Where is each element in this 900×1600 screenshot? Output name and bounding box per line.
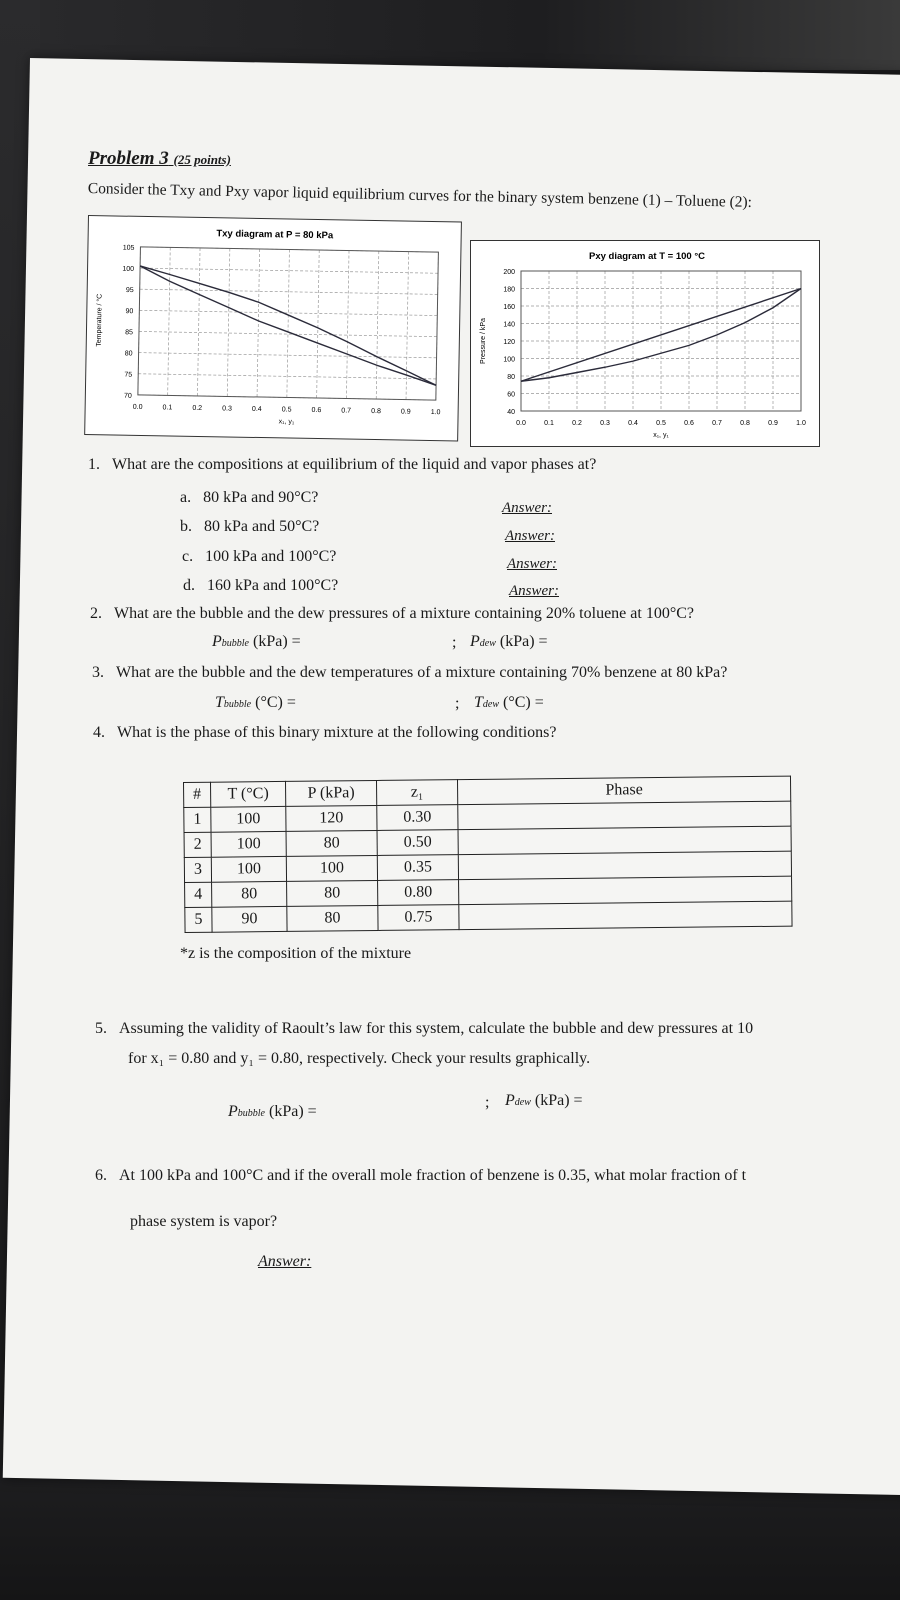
x-tick-label: 0.6 (684, 420, 694, 427)
col-pressure: P (kPa) (285, 780, 376, 806)
table-cell: 0.50 (377, 830, 458, 856)
table-note: *z is the composition of the mixture (180, 945, 412, 962)
chart-title: Pxy diagram at T = 100 °C (588, 251, 706, 262)
phase-answer-cell[interactable] (458, 801, 791, 829)
table-cell: 90 (212, 906, 287, 932)
q1-item-a: a. 80 kPa and 90°C? (180, 489, 319, 506)
pxy-chart-svg (471, 241, 819, 446)
question-6: 6. At 100 kPa and 100°C and if the overall mole fraction of benzene is 0.35, what molar fraction of t (95, 1167, 747, 1184)
x-tick-label: 0.0 (132, 403, 143, 411)
q5-dew-label: Pdew (kPa) = (505, 1092, 583, 1109)
x-tick-label: 0.1 (162, 404, 173, 412)
problem-title: Problem 3 (25 points) (88, 148, 231, 169)
table-row (185, 901, 792, 932)
grid-line (376, 251, 379, 399)
x-tick-label: 0.8 (740, 420, 750, 427)
table-cell: 80 (212, 881, 287, 907)
y-tick-label: 105 (122, 244, 135, 252)
phase-table (183, 776, 793, 933)
grid-line (168, 247, 171, 395)
x-tick-label: 0.7 (341, 407, 352, 415)
problem-intro: Consider the Txy and Pxy vapor liquid equilibrium curves for the binary system benzene (1) – Toluene (2): (87, 180, 753, 211)
y-tick-label: 95 (125, 286, 134, 295)
q1-item-c: c. 100 kPa and 100°C? (182, 548, 337, 565)
question-6-line-2: phase system is vapor? (130, 1213, 278, 1230)
y-tick-label: 60 (507, 391, 515, 399)
y-tick-label: 200 (503, 269, 515, 276)
x-tick-label: 0.2 (572, 420, 582, 427)
plot-area (138, 247, 439, 400)
q1-answer-c[interactable]: Answer: (507, 556, 557, 572)
x-axis-label: x₁, y₁ (278, 418, 295, 426)
x-tick-label: 0.4 (251, 405, 262, 414)
table-cell: 0.75 (378, 905, 459, 931)
table-cell: 0.35 (377, 855, 458, 881)
y-tick-label: 140 (503, 321, 515, 329)
grid-line (406, 252, 409, 400)
q1-answer-a[interactable]: Answer: (502, 500, 552, 516)
col-phase: Phase (457, 776, 790, 804)
q3-dew-label: Tdew (°C) = (474, 694, 544, 711)
x-tick-label: 0.5 (656, 420, 666, 427)
table-cell: 120 (286, 805, 377, 831)
q3-separator: ; (455, 695, 460, 712)
y-tick-label: 75 (124, 371, 133, 379)
table-cell: 1 (184, 807, 211, 832)
question-2: 2. What are the bubble and the dew pressures of a mixture containing 20% toluene at 100°C? (90, 605, 694, 622)
x-tick-label: 0.5 (281, 406, 292, 414)
y-tick-label: 90 (125, 308, 134, 316)
col-num: # (184, 782, 211, 807)
q1-answer-d[interactable]: Answer: (509, 583, 559, 599)
y-tick-label: 85 (125, 329, 134, 337)
col-temperature: T (°C) (211, 781, 286, 807)
chart-title: Txy diagram at P = 80 kPa (216, 228, 334, 242)
grid-line (257, 249, 260, 397)
x-tick-label: 0.1 (544, 420, 554, 427)
grid-line (346, 251, 349, 399)
question-5: 5. Assuming the validity of Raoult’s law for this system, calculate the bubble and dew pressures at 10 (95, 1020, 754, 1037)
table-cell: 100 (211, 856, 286, 882)
y-tick-label: 100 (122, 265, 135, 273)
x-tick-label: 0.4 (628, 420, 638, 427)
x-tick-label: 0.6 (311, 406, 322, 415)
q2-separator: ; (452, 634, 457, 651)
q1-item-d: d. 160 kPa and 100°C? (183, 577, 339, 594)
x-tick-label: 1.0 (796, 420, 806, 427)
y-tick-label: 80 (507, 374, 515, 381)
table-cell: 4 (185, 882, 212, 907)
table-cell: 2 (184, 832, 211, 857)
x-tick-label: 0.2 (192, 404, 203, 413)
grid-line (317, 250, 320, 398)
y-tick-label: 120 (503, 339, 515, 346)
table-cell: 80 (286, 830, 377, 856)
q5-separator: ; (485, 1094, 490, 1111)
q2-dew-label: Pdew (kPa) = (470, 633, 548, 650)
table-cell: 80 (287, 880, 378, 906)
table-cell: 3 (184, 857, 211, 882)
x-tick-label: 0.3 (600, 420, 610, 427)
q1-answer-b[interactable]: Answer: (505, 528, 555, 544)
x-axis-label: x₁, y₁ (653, 432, 669, 439)
col-z1: z₁ (376, 780, 457, 806)
x-tick-label: 0.0 (516, 420, 526, 427)
txy-chart-svg (85, 216, 461, 440)
y-tick-label: 70 (123, 392, 132, 400)
phase-answer-cell[interactable] (458, 851, 791, 879)
y-axis-label: Temperature / °C (95, 293, 104, 347)
phase-answer-cell[interactable] (459, 876, 792, 904)
x-tick-label: 1.0 (430, 409, 441, 417)
table-cell: 100 (211, 831, 286, 857)
x-tick-label: 0.9 (768, 420, 778, 427)
q1-item-b: b. 80 kPa and 50°C? (180, 518, 320, 535)
question-4: 4. What is the phase of this binary mixture at the following conditions? (93, 724, 557, 741)
y-tick-label: 80 (124, 350, 133, 358)
question-5-line-2: for x₁ = 0.80 and y₁ = 0.80, respectively. Check your results graphically. (128, 1050, 591, 1067)
table-cell: 100 (211, 806, 286, 832)
y-tick-label: 160 (503, 304, 515, 311)
grid-line (287, 250, 290, 398)
table-cell: 80 (287, 905, 378, 931)
q3-bubble-label: Tbubble (°C) = (215, 694, 296, 711)
table-cell: 0.80 (378, 880, 459, 906)
phase-answer-cell[interactable] (459, 901, 792, 929)
table-cell: 0.30 (377, 805, 458, 831)
x-tick-label: 0.7 (712, 420, 722, 427)
y-tick-label: 180 (503, 286, 515, 294)
x-tick-label: 0.8 (371, 407, 381, 416)
q2-bubble-label: Pbubble (kPa) = (212, 633, 301, 650)
question-3: 3. What are the bubble and the dew temperatures of a mixture containing 70% benzene at 80 kPa? (92, 664, 728, 681)
x-tick-label: 0.9 (400, 408, 411, 416)
q5-bubble-label: Pbubble (kPa) = (228, 1103, 317, 1120)
pxy-chart (470, 240, 820, 447)
q6-answer[interactable]: Answer: (258, 1253, 312, 1270)
y-axis-label: Pressure / kPa (480, 318, 487, 364)
table-cell: 5 (185, 907, 212, 932)
phase-answer-cell[interactable] (458, 826, 791, 854)
txy-chart (84, 215, 462, 441)
y-tick-label: 100 (503, 356, 515, 364)
y-tick-label: 40 (507, 409, 515, 416)
question-1: 1. What are the compositions at equilibrium of the liquid and vapor phases at? (88, 456, 597, 473)
grid-line (227, 248, 230, 396)
grid-line (197, 248, 200, 396)
table-cell: 100 (286, 855, 377, 881)
x-tick-label: 0.3 (222, 405, 232, 413)
